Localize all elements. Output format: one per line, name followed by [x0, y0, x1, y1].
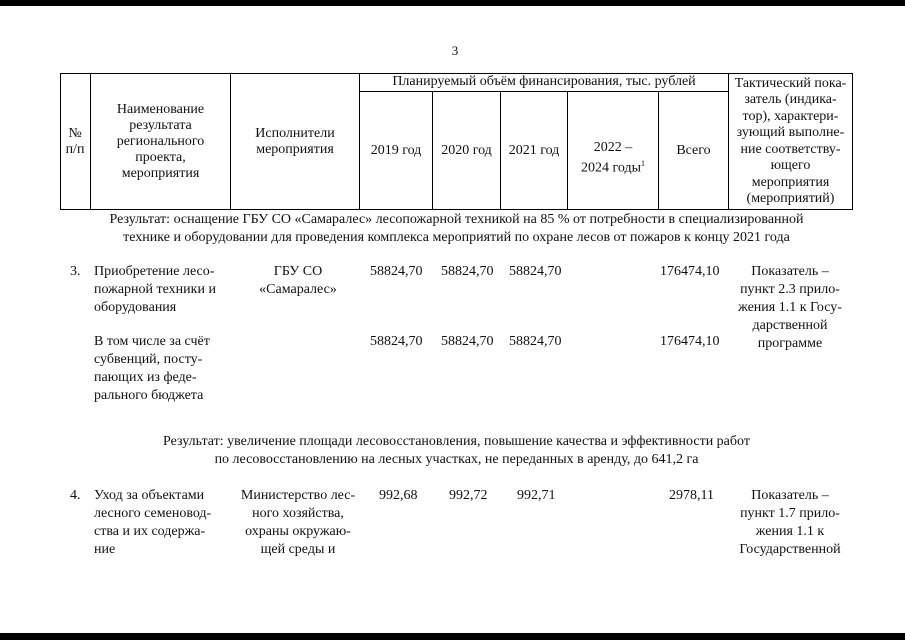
row-executor: Министерство лес- ного хозяйства, охраны окружаю- щей среды и [240, 488, 356, 557]
header-executors: Исполнители мероприятия [255, 125, 335, 157]
value-total: 2978,11 [669, 488, 714, 503]
subrow-value-2019: 58824,70 [370, 334, 423, 349]
header-funding-title: Планируемый объём финансирования, тыс. рублей [392, 74, 696, 89]
subrow-value-2021: 58824,70 [509, 334, 562, 349]
header-result-name: Наименование результата регионального проекта, мероприятия [116, 101, 205, 181]
value-2019: 58824,70 [370, 264, 423, 279]
value-2020: 58824,70 [441, 264, 494, 279]
top-border [0, 0, 905, 6]
value-2020: 992,72 [449, 488, 488, 503]
subrow-name: В том числе за счёт субвенций, посту- пающих из феде- рального бюджета [94, 334, 210, 403]
footnote-mark: 1 [641, 159, 646, 169]
value-2021: 992,71 [517, 488, 556, 503]
header-year-2021: 2021 год [508, 142, 560, 158]
header-indicator: Тактический пока- затель (индика- тор), характери- зующий выполне- ние соответству- ющего мероприятия (мероприятий) [734, 75, 847, 206]
header-years-2022-2024 [568, 92, 658, 209]
row-number: 3. [70, 264, 81, 279]
row-name: Уход за объектами лесного семеновод- ства и их содержа- ние [94, 488, 212, 557]
page-number: 3 [451, 43, 459, 58]
bottom-border [0, 633, 905, 640]
header-year-2019: 2019 год [370, 142, 422, 158]
row-executor: ГБУ СО «Самаралес» [259, 264, 337, 297]
value-2019: 992,68 [379, 488, 418, 503]
row-indicator: Показатель – пункт 2.3 прило- жения 1.1 к Госу- дарственной программе [738, 264, 842, 351]
header-total: Всего [676, 142, 711, 158]
subrow-value-total: 176474,10 [660, 334, 720, 349]
row-number: 4. [70, 488, 81, 503]
subrow-value-2020: 58824,70 [441, 334, 494, 349]
row-name: Приобретение лесо- пожарной техники и оборудования [94, 264, 216, 315]
value-2021: 58824,70 [509, 264, 562, 279]
result-heading-1: Результат: оснащение ГБУ СО «Самаралес» лесопожарной техникой на 85 % от потребности в специализированной технике и оборудовании для проведения комплекса мероприятий по охране лесов от пожаров к концу 2021 года [109, 212, 804, 245]
result-heading-2: Результат: увеличение площади лесовосстановления, повышение качества и эффективности работ по лесовосстановлению на лесных участках, не переданных в аренду, до 641,2 га [163, 434, 750, 467]
table-header [60, 73, 853, 210]
header-years-2022-2024-label: 2022 – 2024 годы [580, 140, 642, 176]
row-indicator: Показатель – пункт 1.7 прило- жения 1.1 к Государственной [739, 488, 841, 557]
header-number: № п/п [65, 125, 85, 157]
value-total: 176474,10 [660, 264, 720, 279]
header-year-2020: 2020 год [441, 142, 492, 158]
